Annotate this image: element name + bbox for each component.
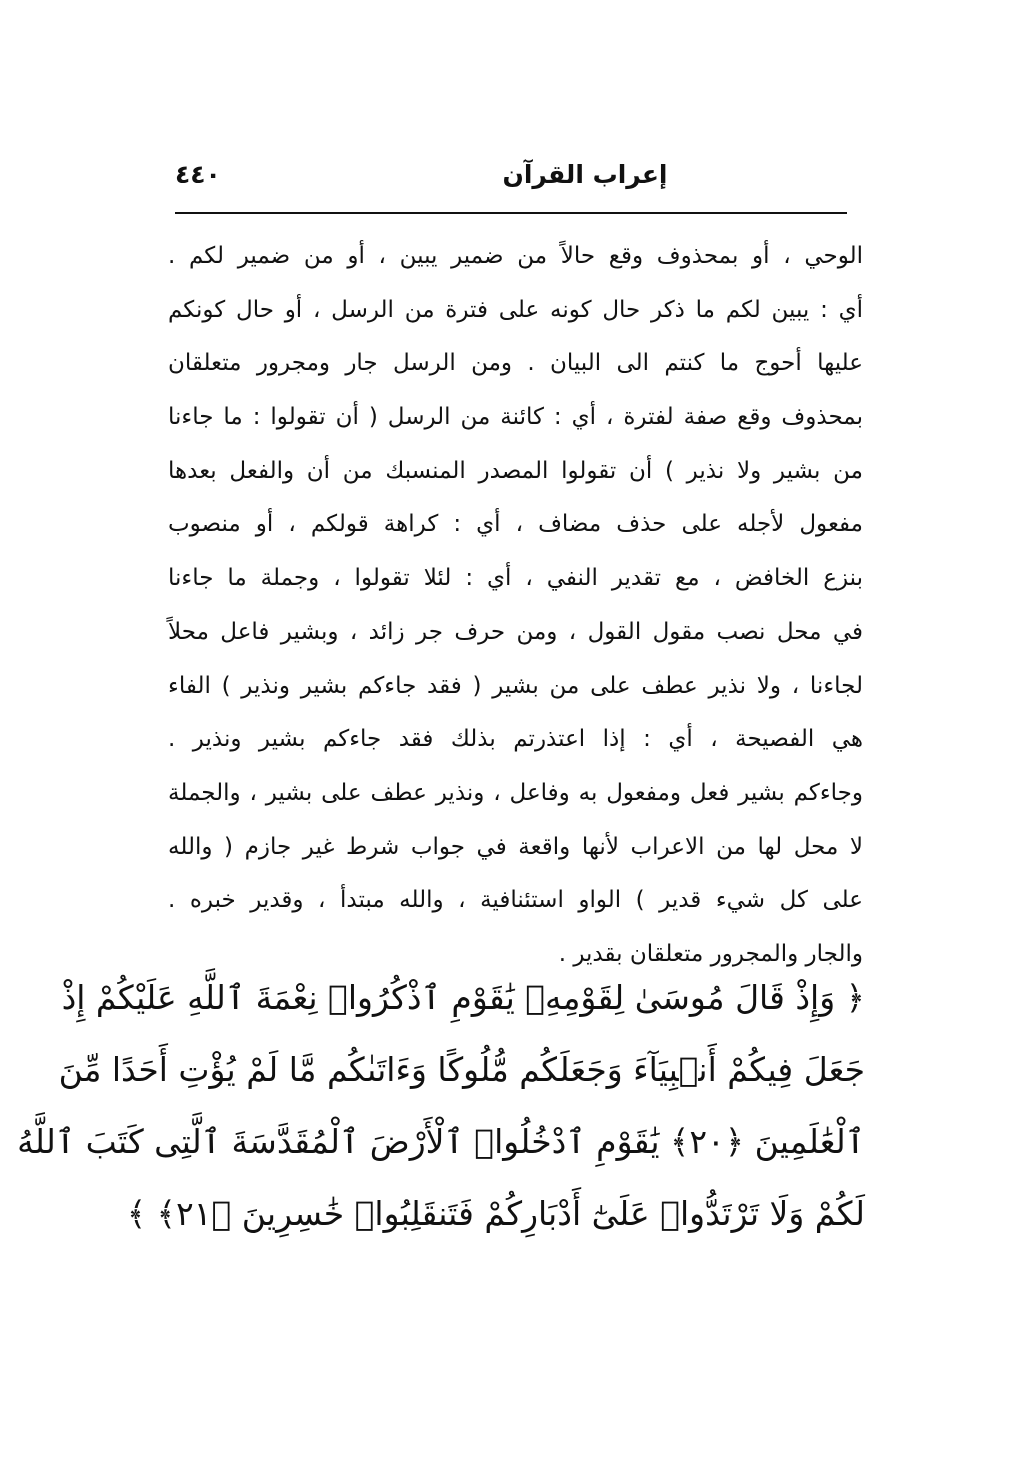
book-title: إعراب القرآن	[502, 160, 668, 189]
verse-line: لَكُمْ وَلَا تَرْتَدُّوا۟ عَلَىٰٓ أَدْبَارِكُمْ فَتَنقَلِبُوا۟ خَٰسِرِينَ ﴿٢١﴾ ﴾	[126, 1194, 865, 1233]
verse-line: ٱلْعَٰلَمِينَ ﴿٢٠﴾ يَٰقَوْمِ ٱدْخُلُوا۟ ٱلْأَرْضَ ٱلْمُقَدَّسَةَ ٱلَّتِى كَتَبَ ٱللَّهُ	[17, 1122, 865, 1161]
commentary-line: لجاءنا ، ولا نذير عطف على من بشير ( فقد جاءكم بشير ونذير ) الفاء	[168, 672, 863, 699]
verse-line: ﴿ وَإِذْ قَالَ مُوسَىٰ لِقَوْمِهِۦ يَٰقَوْمِ ٱذْكُرُوا۟ نِعْمَةَ ٱللَّهِ عَلَيْكُمْ إِذْ	[61, 978, 865, 1017]
commentary-line: مفعول لأجله على حذف مضاف ، أي : كراهة قولكم ، أو منصوب	[168, 511, 863, 538]
commentary-line: في محل نصب مقول القول ، ومن حرف جر زائد ، وبشير فاعل محلاً	[168, 618, 863, 645]
commentary-line: وجاءكم بشير فعل ومفعول به وفاعل ، ونذير عطف على بشير ، والجملة	[168, 779, 863, 806]
commentary-line: عليها أحوج ما كنتم الى البيان . ومن الرسل جار ومجرور متعلقان	[168, 350, 863, 377]
header-divider	[175, 212, 847, 214]
commentary-line: هي الفصيحة ، أي : إذا اعتذرتم بذلك فقد جاءكم بشير ونذير .	[168, 726, 863, 753]
running-head	[175, 160, 845, 200]
verse-line: جَعَلَ فِيكُمْ أَنۢبِيَآءَ وَجَعَلَكُم مُّلُوكًا وَءَاتَىٰكُم مَّا لَمْ يُؤْتِ أَحَدًا مِّنَ	[58, 1050, 865, 1089]
page-number: ٤٤٠	[175, 160, 221, 189]
commentary-text	[168, 230, 863, 982]
quran-verse-block	[17, 962, 865, 1250]
commentary-line: لا محل لها من الاعراب لأنها واقعة في جواب شرط غير جازم ( والله	[168, 833, 863, 860]
commentary-line: بنزع الخافض ، مع تقدير النفي ، أي : لئلا تقولوا ، وجملة ما جاءنا	[168, 565, 863, 592]
commentary-line: والجار والمجرور متعلقان بقدير .	[558, 940, 863, 967]
commentary-line: أي : يبين لكم ما ذكر حال كونه على فترة من الرسل ، أو حال كونكم	[168, 296, 863, 323]
commentary-line: بمحذوف وقع صفة لفترة ، أي : كائنة من الرسل ( أن تقولوا : ما جاءنا	[168, 404, 863, 431]
commentary-line: الوحي ، أو بمحذوف وقع حالاً من ضمير يبين ، أو من ضمير لكم .	[168, 243, 863, 269]
commentary-line: على كل شيء قدير ) الواو استئنافية ، والله مبتدأ ، وقدير خبره .	[168, 887, 863, 914]
commentary-line: من بشير ولا نذير ) أن تقولوا المصدر المنسبك من أن والفعل بعدها	[168, 457, 863, 484]
